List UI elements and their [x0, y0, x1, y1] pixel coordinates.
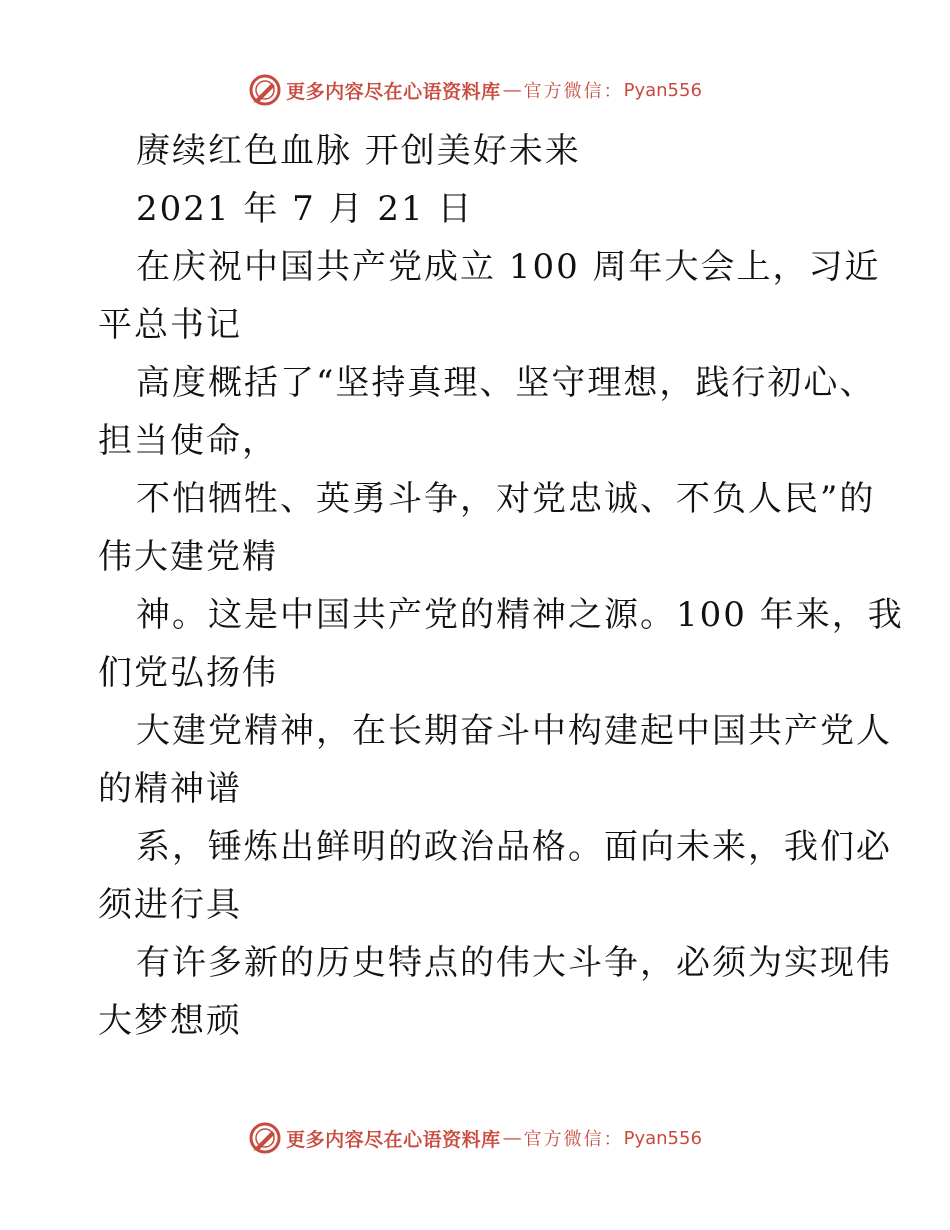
paragraph-line: 担当使命，	[98, 421, 278, 461]
paragraph-line: 伟大建党精	[98, 537, 278, 577]
paragraph-line: 的精神谱	[98, 769, 242, 809]
watermark-wechat-id: Pyan556	[623, 1127, 702, 1149]
paragraph-line: 有许多新的历史特点的伟大斗争，必须为实现伟	[136, 943, 892, 983]
header-watermark	[0, 70, 950, 110]
pen-seal-icon	[248, 73, 282, 107]
paragraph-line: 大建党精神，在长期奋斗中构建起中国共产党人	[136, 711, 892, 751]
watermark-dash: —	[502, 79, 522, 101]
pen-seal-icon	[248, 1121, 282, 1155]
footer-watermark	[0, 1118, 950, 1158]
paragraph-line: 不怕牺牲、英勇斗争，对党忠诚、不负人民”的	[136, 479, 876, 519]
document-date: 2021 年 7 月 21 日	[136, 189, 474, 229]
watermark-dash: —	[502, 1127, 522, 1149]
watermark-wechat-label: 官方微信：	[523, 81, 624, 102]
paragraph-line: 高度概括了“坚持真理、坚守理想，践行初心、	[136, 363, 876, 403]
paragraph-line: 系，锤炼出鲜明的政治品格。面向未来，我们必	[136, 827, 892, 867]
watermark-wechat-id: Pyan556	[623, 79, 702, 101]
watermark-text: 更多内容尽在心语资料库	[286, 1128, 501, 1151]
document-title: 赓续红色血脉 开创美好未来	[136, 131, 581, 171]
paragraph-line: 大梦想顽	[98, 1001, 242, 1041]
paragraph-line: 平总书记	[98, 305, 242, 345]
paragraph-line: 神。这是中国共产党的精神之源。100 年来，我	[136, 595, 904, 635]
paragraph-line: 须进行具	[98, 885, 242, 925]
document-body	[98, 122, 904, 1050]
watermark-text: 更多内容尽在心语资料库	[286, 80, 501, 103]
paragraph-line: 在庆祝中国共产党成立 100 周年大会上，习近	[136, 247, 881, 287]
watermark-wechat-label: 官方微信：	[523, 1129, 624, 1150]
paragraph-line: 们党弘扬伟	[98, 653, 278, 693]
